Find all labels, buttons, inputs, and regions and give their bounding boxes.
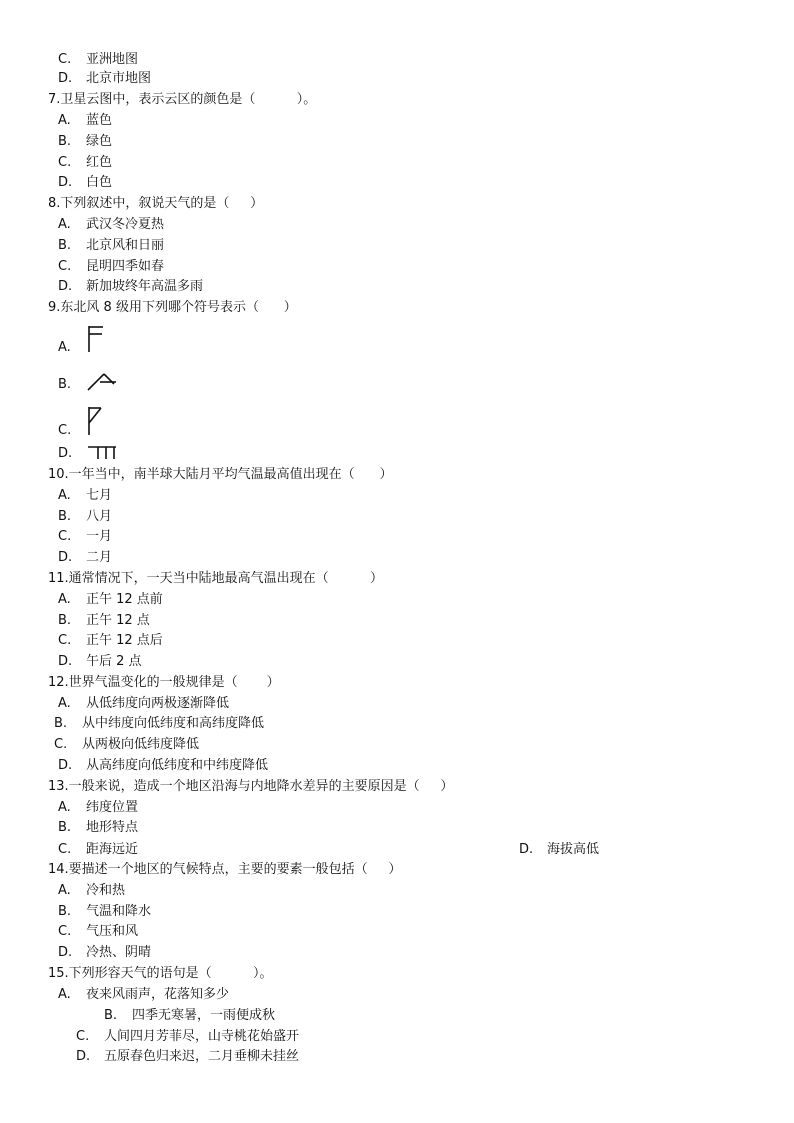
option-label: A.: [58, 113, 71, 128]
q7-stem: 7.卫星云图中，表示云区的颜色是（ ）。: [48, 92, 317, 107]
option-text: 北京风和日丽: [86, 238, 165, 253]
q6-option-d[interactable]: [58, 69, 151, 89]
option-text: 红色: [86, 155, 113, 170]
option-label: B.: [104, 1008, 118, 1023]
option-label: D.: [58, 945, 73, 960]
option-label: A.: [58, 340, 71, 355]
q14-option-b[interactable]: [58, 902, 151, 922]
wind-symbol-d-icon: [86, 444, 120, 460]
q15-option-a[interactable]: [58, 985, 229, 1005]
option-label: A.: [58, 696, 71, 711]
option-label: D.: [76, 1049, 91, 1064]
q13-stem: 13.一般来说，造成一个地区沿海与内地降水差异的主要原因是（ ）: [48, 779, 454, 794]
option-label: C.: [58, 924, 72, 939]
option-text: 冷热、阴晴: [86, 945, 152, 960]
option-label: D.: [58, 175, 73, 190]
q9-stem: 9.东北风 8 级用下列哪个符号表示（ ）: [48, 300, 297, 315]
option-label: B.: [58, 238, 72, 253]
option-text: 北京市地图: [86, 71, 152, 86]
q10-option-d[interactable]: [58, 548, 112, 568]
option-label: C.: [58, 259, 72, 274]
option-label: A.: [58, 217, 71, 232]
option-label: B.: [58, 134, 72, 149]
option-label: B.: [54, 716, 68, 731]
option-text: 七月: [86, 488, 113, 503]
option-label: D.: [58, 279, 73, 294]
q14-stem: 14.要描述一个地区的气候特点，主要的要素一般包括（ ）: [48, 862, 402, 877]
option-text: 从高纬度向低纬度和中纬度降低: [86, 758, 269, 773]
q11-option-c[interactable]: [58, 631, 163, 651]
option-text: 从低纬度向两极逐渐降低: [86, 696, 230, 711]
option-label: B.: [58, 613, 72, 628]
option-label: D.: [58, 71, 73, 86]
q15-option-c[interactable]: [76, 1027, 299, 1047]
q7-option-d[interactable]: [58, 173, 112, 193]
option-text: 气压和风: [86, 924, 139, 939]
option-label: A.: [58, 883, 71, 898]
option-text: 人间四月芳菲尽，山寺桃花始盛开: [104, 1029, 300, 1044]
option-label: B.: [58, 509, 72, 524]
q6-option-c[interactable]: [58, 50, 138, 70]
q10-option-b[interactable]: [58, 507, 112, 527]
option-label: D.: [58, 446, 73, 461]
option-text: 白色: [86, 175, 113, 190]
option-text: 正午 12 点前: [86, 592, 163, 607]
wind-symbol-a-icon: [86, 324, 106, 354]
q7-option-a[interactable]: [58, 111, 112, 131]
q13-option-c[interactable]: [58, 840, 138, 860]
wind-symbol-c-icon: [86, 405, 106, 437]
q15-option-d[interactable]: [76, 1047, 299, 1067]
option-text: 绿色: [86, 134, 113, 149]
option-text: 纬度位置: [86, 800, 139, 815]
q12-stem: 12.世界气温变化的一般规律是（ ）: [48, 675, 280, 690]
q9-option-c[interactable]: [58, 421, 86, 441]
option-label: B.: [58, 377, 72, 392]
q9-option-a[interactable]: [58, 338, 86, 358]
option-label: D.: [58, 654, 73, 669]
q15-stem: 15.下列形容天气的语句是（ ）。: [48, 966, 273, 981]
option-label: C.: [58, 842, 72, 857]
option-text: 冷和热: [86, 883, 126, 898]
wind-symbol-b-icon: [86, 368, 118, 392]
option-text: 昆明四季如春: [86, 259, 165, 274]
option-text: 一月: [86, 529, 113, 544]
option-text: 午后 2 点: [86, 654, 142, 669]
option-text: 亚洲地图: [86, 52, 139, 67]
option-label: B.: [58, 904, 72, 919]
q12-option-b[interactable]: [54, 714, 264, 734]
q7-option-c[interactable]: [58, 153, 112, 173]
option-text: 海拔高低: [547, 842, 600, 857]
option-label: D.: [58, 758, 73, 773]
q12-option-d[interactable]: [58, 756, 268, 776]
q7-option-b[interactable]: [58, 132, 112, 152]
option-text: 武汉冬冷夏热: [86, 217, 165, 232]
option-label: C.: [58, 633, 72, 648]
option-label: A.: [58, 987, 71, 1002]
option-text: 八月: [86, 509, 113, 524]
q8-option-c[interactable]: [58, 257, 164, 277]
q13-option-b[interactable]: [58, 818, 138, 838]
q9-option-d[interactable]: [58, 444, 86, 464]
option-text: 新加坡终年高温多雨: [86, 279, 204, 294]
q12-option-a[interactable]: [58, 694, 229, 714]
q14-option-a[interactable]: [58, 881, 125, 901]
q14-option-d[interactable]: [58, 943, 151, 963]
option-text: 夜来风雨声，花落知多少: [86, 987, 230, 1002]
option-text: 距海远近: [86, 842, 139, 857]
option-label: C.: [58, 423, 72, 438]
option-text: 正午 12 点: [86, 613, 150, 628]
q10-option-c[interactable]: [58, 527, 112, 547]
option-label: D.: [58, 550, 73, 565]
option-text: 从两极向低纬度降低: [82, 737, 200, 752]
q11-option-d[interactable]: [58, 652, 142, 672]
option-text: 正午 12 点后: [86, 633, 163, 648]
option-label: C.: [58, 52, 72, 67]
option-label: A.: [58, 800, 71, 815]
q11-stem: 11.通常情况下，一天当中陆地最高气温出现在（ ）: [48, 571, 383, 586]
option-label: C.: [58, 155, 72, 170]
q9-option-b[interactable]: [58, 375, 86, 395]
q8-option-b[interactable]: [58, 236, 164, 256]
option-text: 二月: [86, 550, 113, 565]
q14-option-c[interactable]: [58, 922, 138, 942]
q11-option-b[interactable]: [58, 611, 150, 631]
option-text: 从中纬度向低纬度和高纬度降低: [82, 716, 265, 731]
option-label: D.: [519, 842, 534, 857]
option-label: C.: [76, 1029, 90, 1044]
q12-option-c[interactable]: [54, 735, 199, 755]
option-label: C.: [54, 737, 68, 752]
q8-stem: 8.下列叙述中，叙说天气的是（ ）: [48, 196, 264, 211]
option-text: 地形特点: [86, 820, 139, 835]
option-text: 气温和降水: [86, 904, 152, 919]
option-text: 蓝色: [86, 113, 113, 128]
option-label: B.: [58, 820, 72, 835]
q13-option-d[interactable]: [519, 840, 599, 860]
q8-option-a[interactable]: [58, 215, 164, 235]
option-text: 五原春色归来迟，二月垂柳未挂丝: [104, 1049, 300, 1064]
option-label: A.: [58, 488, 71, 503]
option-text: 四季无寒暑，一雨便成秋: [132, 1008, 276, 1023]
q8-option-d[interactable]: [58, 277, 203, 297]
q10-stem: 10.一年当中，南半球大陆月平均气温最高值出现在（ ）: [48, 467, 393, 482]
q13-option-a[interactable]: [58, 798, 138, 818]
q10-option-a[interactable]: [58, 486, 112, 506]
option-label: C.: [58, 529, 72, 544]
option-label: A.: [58, 592, 71, 607]
q11-option-a[interactable]: [58, 590, 163, 610]
q15-option-b[interactable]: [104, 1006, 275, 1026]
